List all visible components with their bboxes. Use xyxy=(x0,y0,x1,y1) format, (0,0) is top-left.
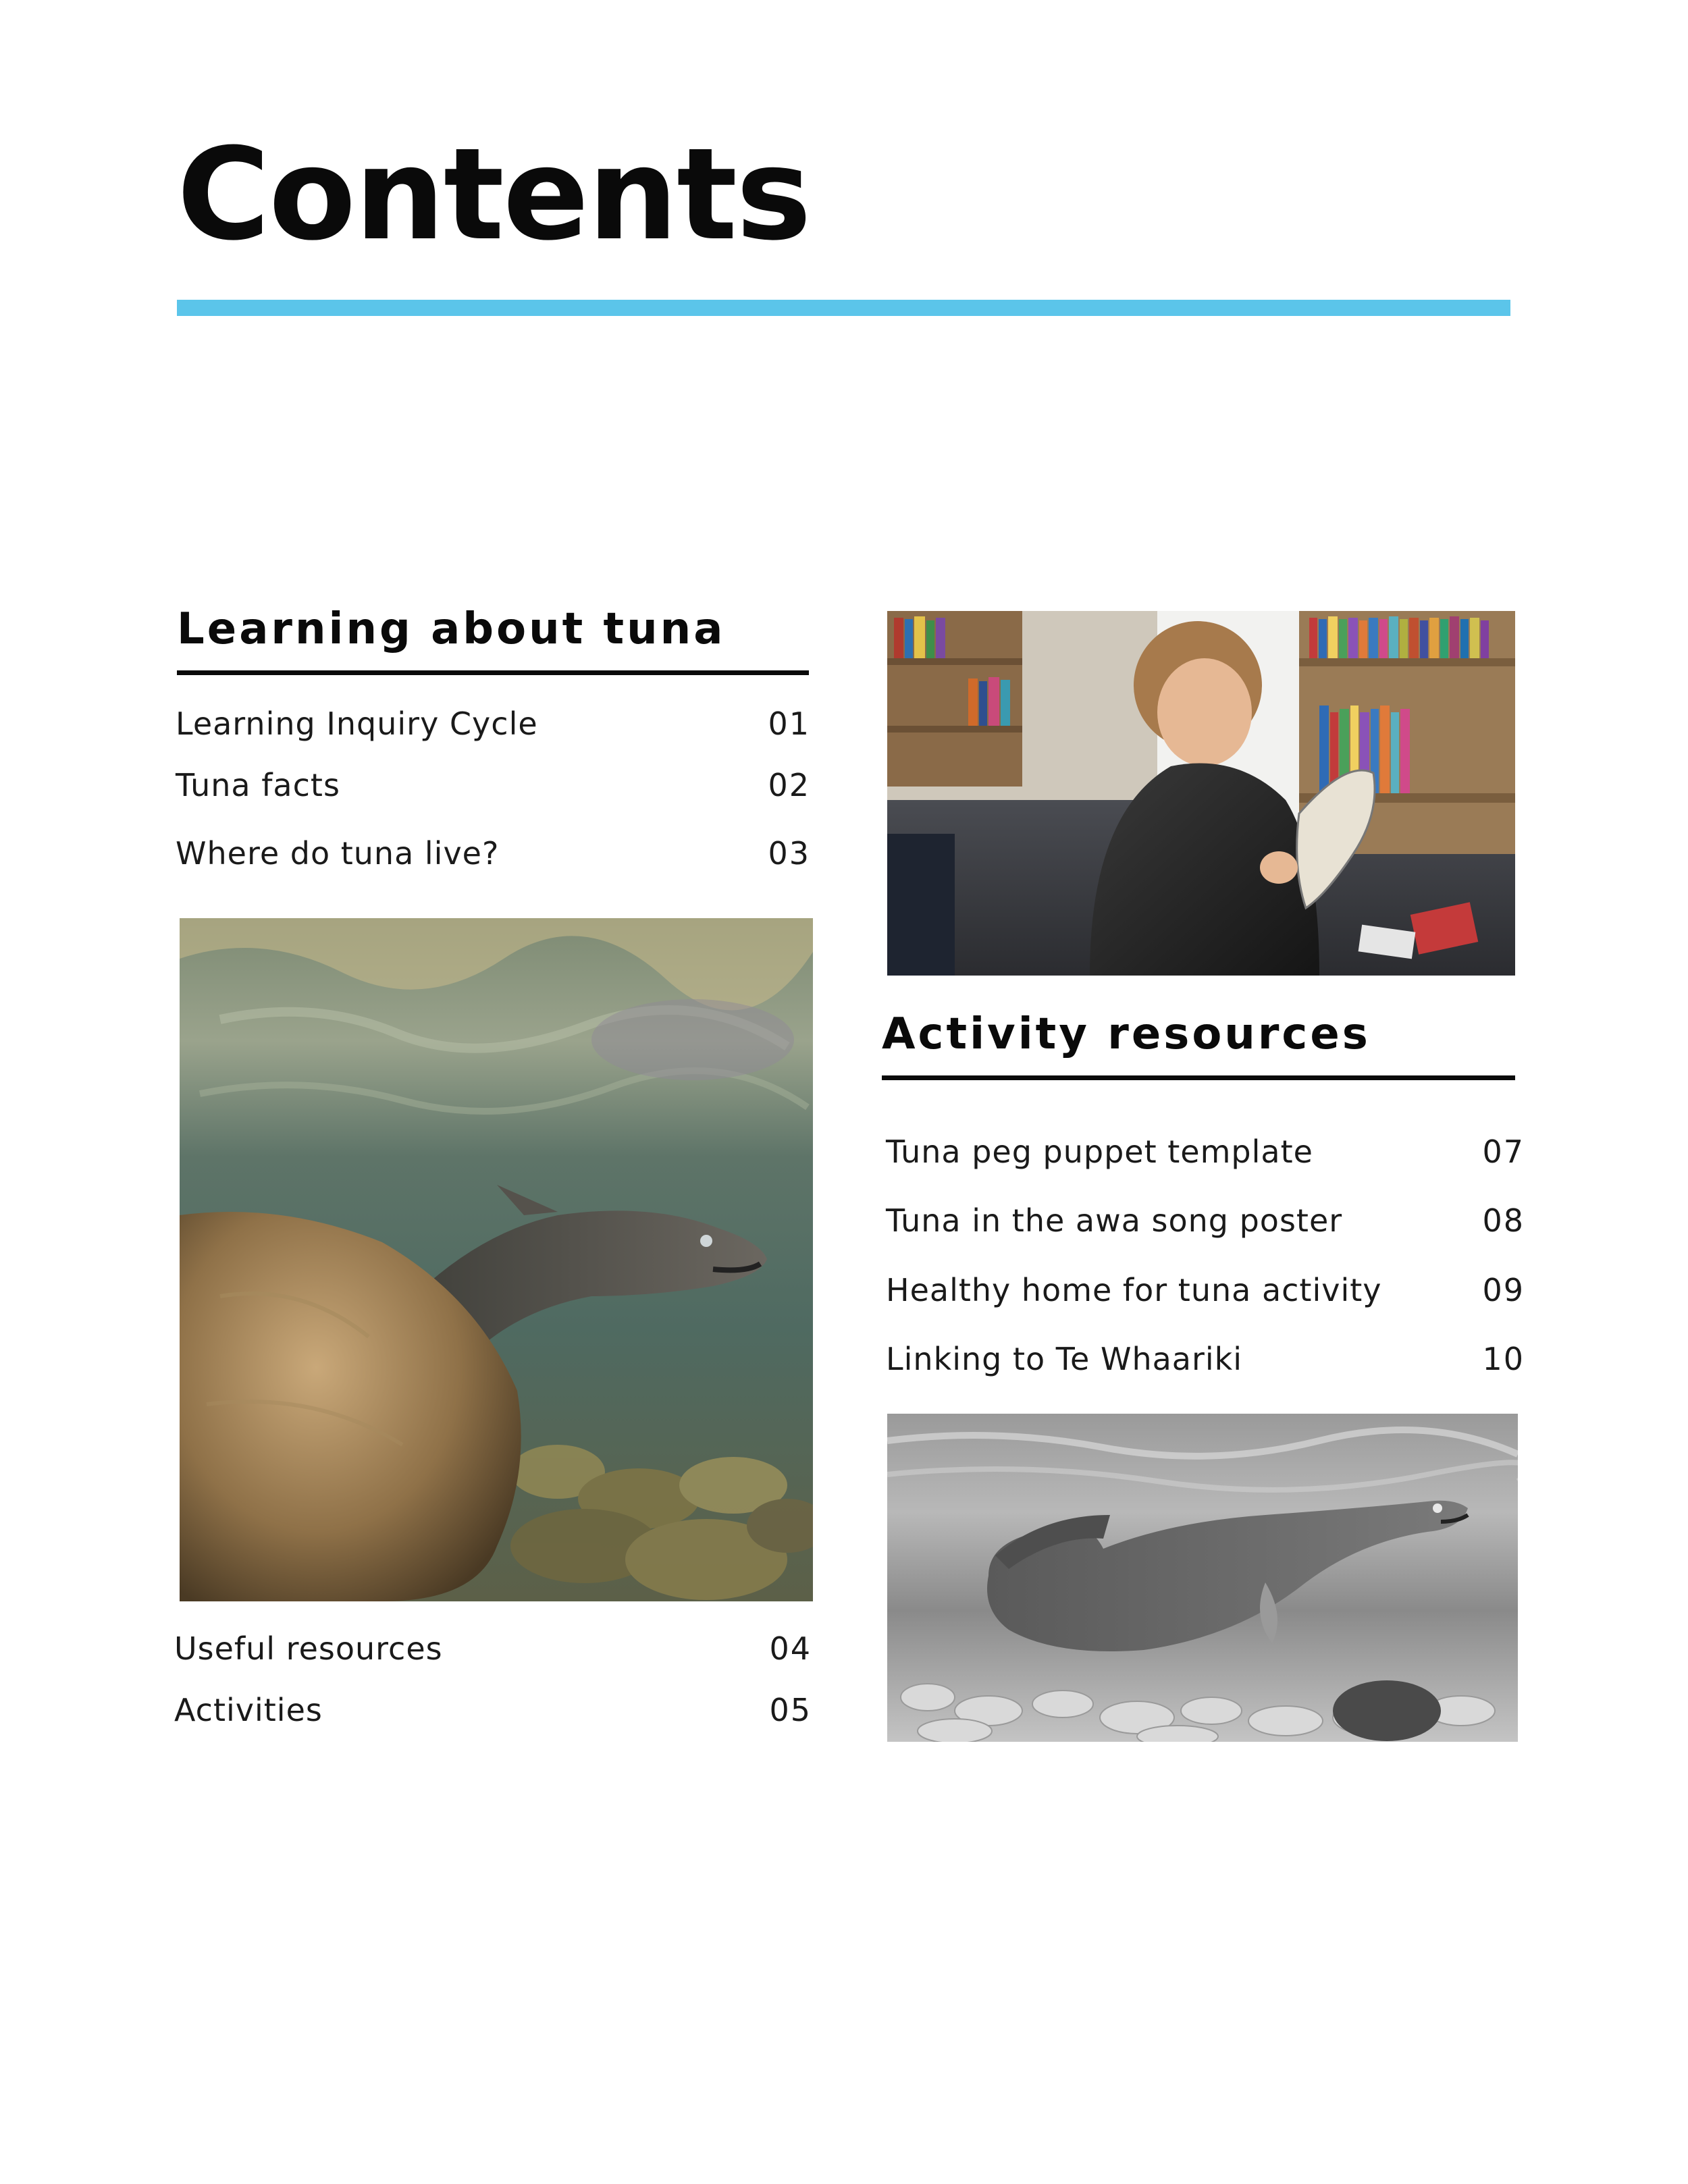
page-title: Contents xyxy=(177,121,810,269)
toc-item[interactable] xyxy=(174,1620,812,1677)
toc-item-page: 03 xyxy=(768,835,810,872)
toc-item-label: Tuna in the awa song poster xyxy=(886,1202,1343,1239)
toc-item[interactable] xyxy=(176,751,810,820)
section-divider-activity xyxy=(882,1075,1515,1080)
toc-item-page: 05 xyxy=(769,1692,812,1728)
underwater-eel-color-photo xyxy=(180,918,813,1601)
toc-list-activity xyxy=(886,1117,1525,1393)
toc-item[interactable] xyxy=(174,1677,812,1743)
section-heading-learning: Learning about tuna xyxy=(177,604,726,654)
toc-item-label: Useful resources xyxy=(174,1630,443,1667)
photo-icon xyxy=(887,611,1515,976)
title-underline-bar xyxy=(177,300,1510,316)
toc-item-page: 02 xyxy=(768,767,810,803)
photo-icon xyxy=(180,918,813,1601)
toc-item-label: Tuna peg puppet template xyxy=(886,1134,1313,1170)
toc-item-label: Healthy home for tuna activity xyxy=(886,1272,1382,1308)
toc-item-page: 10 xyxy=(1482,1341,1525,1377)
child-with-puppet-photo xyxy=(887,611,1515,976)
toc-item-label: Activities xyxy=(174,1692,323,1728)
toc-item[interactable] xyxy=(886,1255,1525,1325)
section-divider-learning xyxy=(177,670,809,675)
toc-item-label: Learning Inquiry Cycle xyxy=(176,705,538,742)
section-heading-activity: Activity resources xyxy=(882,1009,1371,1059)
toc-item[interactable] xyxy=(176,697,810,751)
toc-item[interactable] xyxy=(176,820,810,887)
photo-icon xyxy=(887,1414,1518,1742)
toc-item-page: 09 xyxy=(1482,1272,1525,1308)
toc-item-label: Linking to Te Whaariki xyxy=(886,1341,1243,1377)
toc-list-learning-continued xyxy=(174,1620,812,1743)
underwater-eel-bw-photo xyxy=(887,1414,1518,1742)
toc-item-label: Tuna facts xyxy=(176,767,340,803)
toc-item-page: 04 xyxy=(769,1630,812,1667)
toc-item-label: Where do tuna live? xyxy=(176,835,500,872)
toc-item-page: 08 xyxy=(1482,1202,1525,1239)
toc-item[interactable] xyxy=(886,1186,1525,1255)
toc-item-page: 01 xyxy=(768,705,810,742)
toc-item-page: 07 xyxy=(1482,1134,1525,1170)
toc-item[interactable] xyxy=(886,1325,1525,1393)
toc-item[interactable] xyxy=(886,1117,1525,1186)
toc-list-learning xyxy=(176,697,810,887)
